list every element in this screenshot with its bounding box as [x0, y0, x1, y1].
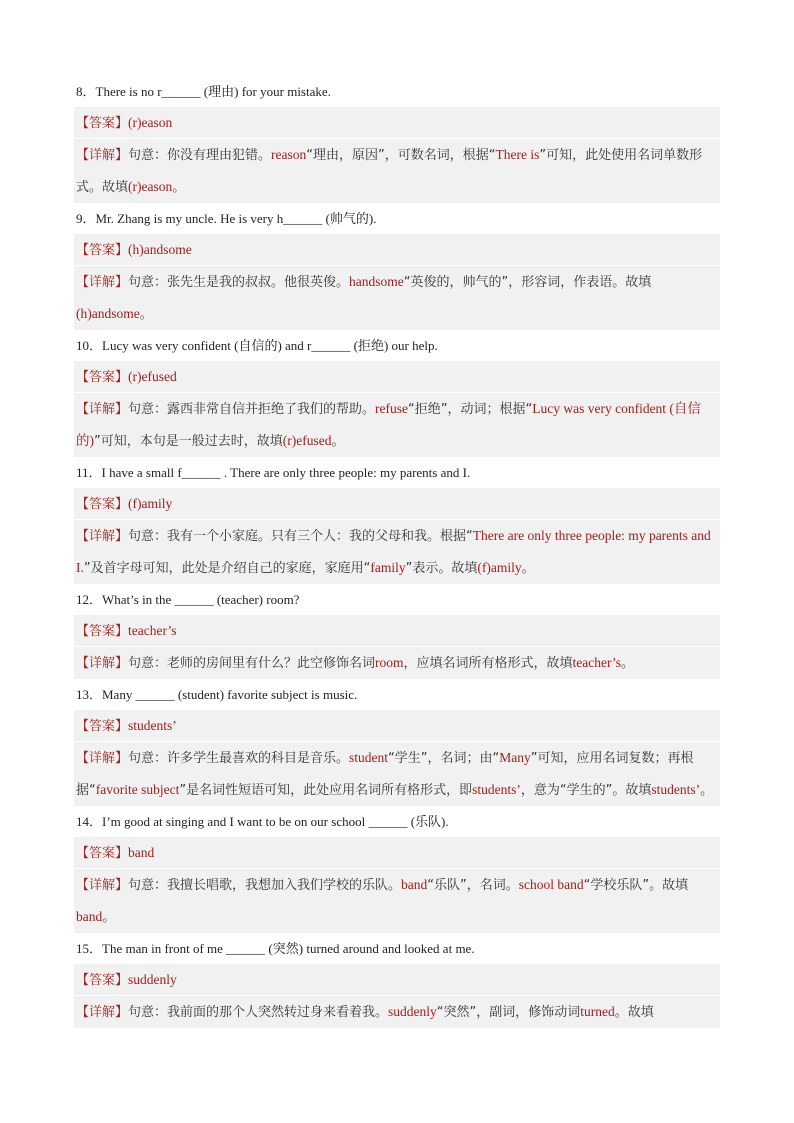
- answer-line: [74, 234, 720, 265]
- answer-box: [74, 710, 720, 806]
- detail-text: “拒绝”，动词；根据“: [408, 402, 533, 417]
- answer-label: 【答案】: [76, 719, 129, 734]
- detail-term: family: [370, 560, 406, 575]
- answer-line: [74, 615, 720, 646]
- detail-term: school band: [518, 877, 584, 892]
- question-list: [74, 76, 720, 1028]
- detail-label: 【详解】: [76, 878, 129, 893]
- detail-term: (h)andsome: [76, 306, 140, 321]
- answer-label: 【答案】: [76, 116, 129, 131]
- detail-paragraph: [74, 139, 720, 203]
- detail-text: “突然”，副词，修饰动词: [436, 1005, 581, 1020]
- answer-line: [74, 964, 720, 995]
- detail-text: ”及首字母可知，此处是介绍自己的家庭，家庭用“: [83, 561, 371, 576]
- detail-term: students’: [651, 782, 701, 797]
- answer-line: [74, 107, 720, 138]
- detail-paragraph: [74, 647, 720, 679]
- answer-value: (r)efused: [128, 369, 177, 384]
- detail-text: 。: [621, 656, 635, 671]
- detail-paragraph: [74, 266, 720, 330]
- detail-text: 句意：你没有理由犯错。: [128, 148, 272, 163]
- detail-term: band: [76, 909, 103, 924]
- detail-text: 句意：老师的房间里有什么？此空修饰名词: [128, 656, 376, 671]
- answer-label: 【答案】: [76, 846, 129, 861]
- detail-text: 句意：我有一个小家庭。只有三个人：我的父母和我。根据“: [128, 529, 473, 544]
- detail-paragraph: [74, 520, 720, 584]
- answer-label: 【答案】: [76, 243, 129, 258]
- detail-paragraph: [74, 393, 720, 457]
- answer-line: [74, 837, 720, 868]
- answer-label: 【答案】: [76, 370, 129, 385]
- question-text: 9．Mr. Zhang is my uncle. He is very h______ (帅气的).: [76, 211, 377, 226]
- detail-text: “学校乐队”。故填: [583, 878, 689, 893]
- detail-text: 句意：露西非常自信并拒绝了我们的帮助。: [128, 402, 376, 417]
- detail-text: ”可知，此处使用名词单数形式。故填: [76, 148, 703, 195]
- detail-label: 【详解】: [76, 1005, 129, 1020]
- detail-text: 句意：我擅长唱歌，我想加入我们学校的乐队。: [128, 878, 402, 893]
- detail-paragraph: [74, 742, 720, 806]
- detail-term: Many: [499, 750, 531, 765]
- question-text: 13．Many ______ (student) favorite subject is music.: [76, 687, 358, 702]
- detail-term: refuse: [375, 401, 409, 416]
- question-text: 15．The man in front of me ______ (突然) turned around and looked at me.: [76, 941, 475, 956]
- detail-term: teacher’s: [572, 655, 622, 670]
- detail-term: Lucy was very confident (自信的): [76, 401, 701, 448]
- answer-value: band: [128, 845, 155, 860]
- detail-text: ”表示。故填: [405, 561, 478, 576]
- detail-term: favorite subject: [95, 782, 180, 797]
- detail-term: handsome: [349, 274, 404, 289]
- detail-text: ，应填名词所有格形式，故填: [403, 656, 573, 671]
- answer-box: [74, 488, 720, 584]
- detail-text: ”可知，本句是一般过去时，故填: [94, 434, 283, 449]
- answer-label: 【答案】: [76, 497, 129, 512]
- detail-term: room: [375, 655, 404, 670]
- answer-line: [74, 361, 720, 392]
- detail-text: “理由，原因”，可数名词，根据“: [306, 148, 496, 163]
- question-text: 12．What’s in the ______ (teacher) room?: [76, 592, 300, 607]
- answer-value: (r)eason: [128, 115, 173, 130]
- detail-label: 【详解】: [76, 529, 129, 544]
- detail-text: “学生”，名词；由“: [388, 751, 500, 766]
- detail-text: ”可知，应用名词复数；再根据“: [76, 751, 694, 798]
- detail-text: 。: [172, 180, 186, 195]
- answer-value: students’: [128, 718, 177, 733]
- detail-term: There are only three people: my parents and I.: [76, 528, 711, 575]
- answer-value: suddenly: [128, 972, 177, 987]
- answer-line: [74, 710, 720, 741]
- detail-term: reason: [271, 147, 307, 162]
- detail-label: 【详解】: [76, 275, 129, 290]
- detail-label: 【详解】: [76, 148, 129, 163]
- answer-box: [74, 615, 720, 679]
- detail-text: ，意为“学生的”。故填: [520, 783, 652, 798]
- detail-term: student: [349, 750, 389, 765]
- answer-value: teacher’s: [128, 623, 177, 638]
- detail-text: “英俊的，帅气的”，形容词，作表语。故填: [403, 275, 652, 290]
- detail-term: (r)eason: [128, 179, 173, 194]
- detail-text: 句意：我前面的那个人突然转过身来看着我。: [128, 1005, 389, 1020]
- detail-term: (f)amily: [477, 560, 522, 575]
- detail-text: 句意：许多学生最喜欢的科目是音乐。: [128, 751, 350, 766]
- question-text: 10．Lucy was very confident (自信的) and r______ (拒绝) our help.: [76, 338, 438, 353]
- detail-label: 【详解】: [76, 656, 129, 671]
- detail-term: (r)efused: [282, 433, 332, 448]
- answer-box: [74, 234, 720, 330]
- detail-term: suddenly: [388, 1004, 437, 1019]
- detail-paragraph: [74, 869, 720, 933]
- detail-text: 句意：张先生是我的叔叔。他很英俊。: [128, 275, 350, 290]
- answer-box: [74, 964, 720, 1028]
- detail-text: 。故填: [614, 1005, 654, 1020]
- detail-text: 。: [139, 307, 153, 322]
- question-text: 11．I have a small f______ . There are only three people: my parents and I.: [76, 465, 471, 480]
- detail-term: students’: [472, 782, 521, 797]
- answer-label: 【答案】: [76, 624, 129, 639]
- detail-term: There is: [495, 147, 540, 162]
- question-text: 14．I’m good at singing and I want to be on our school ______ (乐队).: [76, 814, 449, 829]
- detail-text: 。: [521, 561, 535, 576]
- detail-paragraph: [74, 996, 720, 1028]
- answer-value: (h)andsome: [128, 242, 192, 257]
- detail-text: ”是名词性短语可知，此处应用名词所有格形式，即: [179, 783, 473, 798]
- detail-text: 。: [331, 434, 345, 449]
- detail-label: 【详解】: [76, 402, 129, 417]
- answer-box: [74, 107, 720, 203]
- answer-line: [74, 488, 720, 519]
- detail-text: 。: [102, 910, 116, 925]
- detail-label: 【详解】: [76, 751, 129, 766]
- answer-box: [74, 837, 720, 933]
- detail-term: band: [401, 877, 428, 892]
- answer-value: (f)amily: [128, 496, 173, 511]
- answer-label: 【答案】: [76, 973, 129, 988]
- detail-text: “乐队”，名词。: [427, 878, 519, 893]
- question-text: 8．There is no r______ (理由) for your mistake.: [76, 84, 331, 99]
- answer-box: [74, 361, 720, 457]
- detail-term: turned: [580, 1004, 615, 1019]
- detail-text: 。: [700, 783, 714, 798]
